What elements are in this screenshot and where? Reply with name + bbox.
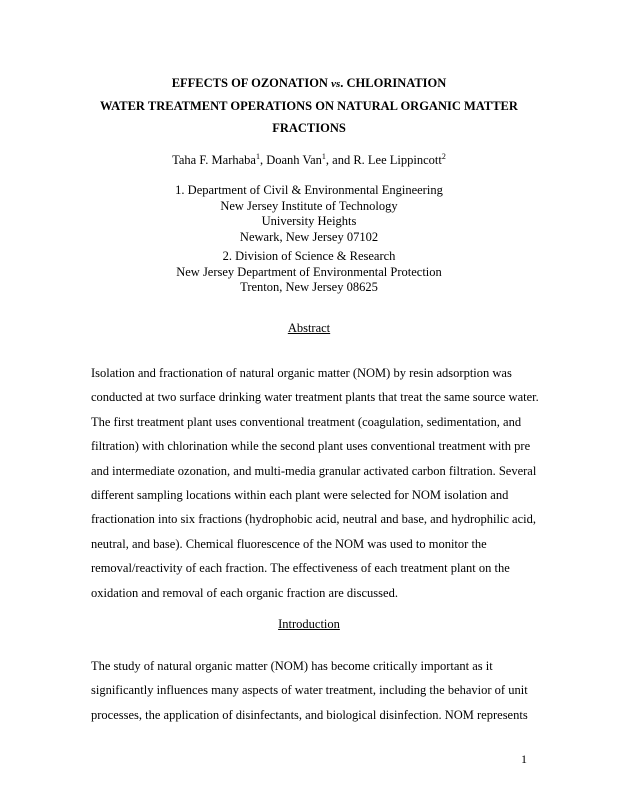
author-list <box>0 152 618 168</box>
abstract-text <box>91 361 539 605</box>
introduction-line: processes, the application of disinfectants, and biological disinfection. NOM represents <box>91 707 528 722</box>
introduction-line: The study of natural organic matter (NOM) has become critically important as it <box>91 659 493 673</box>
abstract-line: different sampling locations within each plant were selected for NOM isolation and <box>91 488 509 503</box>
title-line-2: WATER TREATMENT OPERATIONS ON NATURAL ORGANIC MATTER <box>100 99 518 113</box>
author-3-affil: 2 <box>441 151 446 161</box>
affiliation-2 <box>0 249 618 296</box>
title-line-1: EFFECTS OF OZONATION vs. CHLORINATION <box>171 76 447 90</box>
page-number: 1 <box>521 752 527 766</box>
introduction-line: significantly influences many aspects of water treatment, including the behavior of unit <box>91 683 528 698</box>
abstract-heading: Abstract <box>287 321 331 335</box>
introduction-heading: Introduction <box>278 617 340 631</box>
affiliation-2-line: New Jersey Department of Environmental Protection <box>176 264 442 279</box>
author-3: , and R. Lee Lippincott <box>325 153 442 167</box>
affiliation-1-line: 1. Department of Civil & Environmental Engineering <box>175 183 443 197</box>
affiliation-1-line: New Jersey Institute of Technology <box>220 198 398 213</box>
affiliation-2-line: Trenton, New Jersey 08625 <box>240 280 378 294</box>
affiliation-2-line: 2. Division of Science & Research <box>222 249 396 263</box>
title-vs: vs <box>331 78 341 90</box>
introduction-text <box>91 654 531 727</box>
affiliation-1-line: University Heights <box>261 214 357 228</box>
abstract-line: fractionation into six fractions (hydrophobic acid, neutral and base, and hydrophilic acid, <box>91 512 537 527</box>
author-1-affil: 1 <box>255 151 260 161</box>
author-2-affil: 1 <box>321 151 326 161</box>
abstract-line: Isolation and fractionation of natural organic matter (NOM) by resin adsorption was <box>91 366 512 380</box>
affiliation-1-line: Newark, New Jersey 07102 <box>239 229 379 244</box>
abstract-line: neutral, and base). Chemical fluorescence of the NOM was used to monitor the <box>91 536 487 551</box>
abstract-line: The first treatment plant uses conventional treatment (coagulation, sedimentation, and <box>91 414 522 429</box>
author-2: , Doanh Van <box>259 153 322 167</box>
title-line-3: FRACTIONS <box>272 121 346 135</box>
abstract-line: removal/reactivity of each fraction. The effectiveness of each treatment plant on the <box>91 561 510 576</box>
author-1: Taha F. Marhaba <box>172 153 256 167</box>
abstract-line: oxidation and removal of each organic fraction are discussed. <box>91 585 398 600</box>
abstract-line: and intermediate ozonation, and multi-media granular activated carbon filtration. Several <box>91 463 537 478</box>
abstract-line: conducted at two surface drinking water treatment plants that treat the same source water. <box>91 390 539 405</box>
paper-title <box>0 72 618 139</box>
abstract-line: filtration) with chlorination while the second plant uses conventional treatment with pre <box>91 439 531 454</box>
affiliation-1 <box>0 183 618 245</box>
